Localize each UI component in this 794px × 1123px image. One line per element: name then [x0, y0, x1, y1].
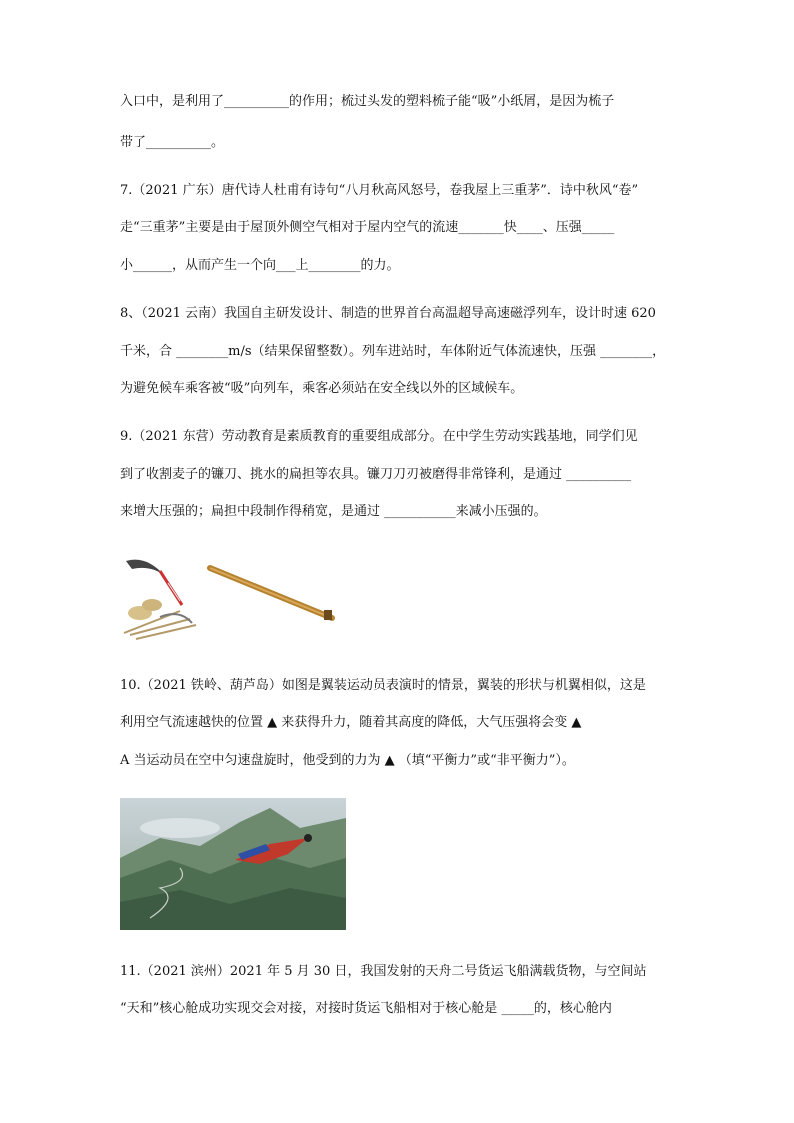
q8-line-2: 千米，合 ________m/s（结果保留整数）。列车进站时，车体附近气体流速快，压强 ________， — [120, 344, 666, 359]
q10-line-1: 10.（2021 铁岭、葫芦岛）如图是翼装运动员表演时的情景，翼装的形状与机翼相似，这是 — [120, 678, 646, 693]
q7-line-2: 走“三重茅”主要是由于屋顶外侧空气相对于屋内空气的流速_______快____、压强_____ — [120, 220, 615, 235]
q10-line-2: 利用空气流速越快的位置 ▲ 来获得升力，随着其高度的降低，大气压强将会变 ▲ — [120, 715, 582, 730]
line-2: 带了__________。 — [120, 135, 225, 150]
q9-line-2: 到了收割麦子的镰刀、挑水的扁担等农具。镰刀刀刃被磨得非常锋利，是通过 __________ — [120, 467, 632, 482]
line-1: 入口中，是利用了__________的作用；梳过头发的塑料梳子能“吸”小纸屑，是因为梳子 — [120, 94, 615, 109]
q7-line-3: 小______，从而产生一个向___上________的力。 — [120, 258, 400, 273]
wingsuit-photo — [120, 798, 346, 930]
sickle-image — [120, 553, 200, 641]
q10-line-3: A 当运动员在空中匀速盘旋时，他受到的力为 ▲ （填“平衡力”或“非平衡力”）。 — [120, 753, 575, 768]
q11-line-1: 11.（2021 滨州）2021 年 5 月 30 日，我国发射的天舟二号货运飞船满载货物，与空间站 — [120, 964, 647, 979]
q9-line-1: 9.（2021 东营）劳动教育是素质教育的重要组成部分。在中学生劳动实践基地，同学们见 — [120, 429, 638, 444]
q11-line-2: “天和”核心舱成功实现交会对接，对接时货运飞船相对于核心舱是 _____的，核心舱内 — [120, 1001, 612, 1016]
q7-line-1: 7.（2021 广东）唐代诗人杜甫有诗句“八月秋高风怒号，卷我屋上三重茅”．诗中秋风“卷” — [120, 183, 639, 198]
q8-line-3: 为避免候车乘客被“吸”向列车，乘客必须站在安全线以外的区域候车。 — [120, 381, 524, 396]
q8-line-1: 8、（2021 云南）我国自主研发设计、制造的世界首台高温超导高速磁浮列车，设计时速 620 — [120, 306, 656, 321]
q9-line-3: 来增大压强的；扁担中段制作得稍宽，是通过 ___________来减小压强的。 — [120, 504, 547, 519]
carrying-pole-image — [206, 562, 336, 626]
